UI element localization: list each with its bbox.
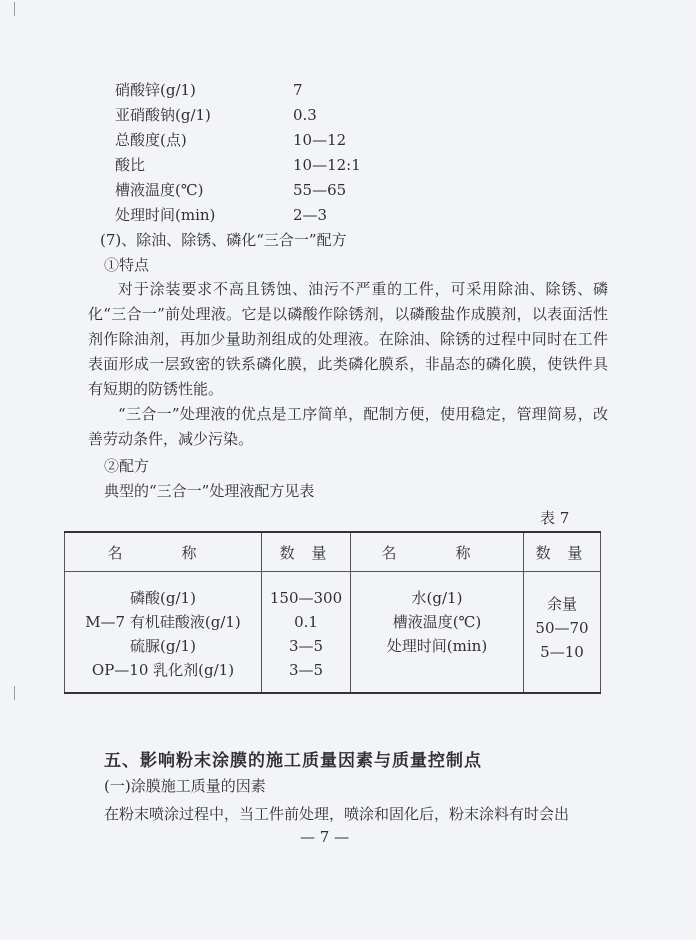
left-values-cell [262, 572, 351, 694]
table-row [65, 572, 601, 694]
scan-mark [14, 686, 15, 700]
body-text-line: 在粉末喷涂过程中，当工件前处理，喷涂和固化后，粉末涂料有时会出 [104, 805, 570, 823]
ingredient-quantity: 150—300 [269, 589, 343, 607]
table-number: 表 7 [540, 509, 570, 527]
ingredient-quantity: 3—5 [288, 661, 324, 679]
formula-intro: 典型的“三合一”处理液配方见表 [104, 482, 315, 500]
parameter-label: 酸比 [115, 156, 146, 174]
parameter-label: 硝酸锌(g/1) [115, 81, 196, 99]
parameter-value: 10—12 [293, 131, 347, 149]
parameter-label: 槽液温度(℃) [115, 181, 204, 199]
ingredient-quantity: 5—10 [540, 643, 584, 661]
parameter-value: 7 [293, 81, 303, 99]
parameter-value: 10—12:1 [293, 156, 361, 174]
ingredient-name: OP—10 乳化剂(g/1) [91, 661, 235, 679]
ingredient-quantity: 50—70 [535, 619, 589, 637]
ingredient-quantity: 0.1 [294, 613, 318, 631]
parameter-value: 55—65 [293, 181, 347, 199]
column-header-name: 名 称 [65, 532, 262, 572]
ingredient-quantity: 余量 [546, 595, 577, 613]
ingredient-name: 硫脲(g/1) [130, 637, 196, 655]
parameter-label: 总酸度(点) [115, 131, 187, 149]
column-header-quantity: 数 量 [524, 532, 601, 572]
right-names-cell [351, 572, 524, 694]
parameter-value: 0.3 [293, 106, 317, 124]
left-names-cell [65, 572, 262, 694]
scan-mark [14, 2, 15, 16]
parameter-value: 2—3 [293, 206, 328, 224]
ingredient-quantity: 3—5 [288, 637, 324, 655]
ingredient-name: M—7 有机硅酸液(g/1) [85, 613, 241, 631]
right-values-cell [524, 572, 601, 694]
parameter-label: 处理时间(min) [115, 206, 216, 224]
page-number: — 7 — [300, 828, 350, 846]
ingredient-name: 磷酸(g/1) [130, 589, 196, 607]
column-header-quantity: 数 量 [262, 532, 351, 572]
section-7-title: (7)、除油、除锈、磷化“三合一”配方 [100, 231, 347, 249]
ingredient-name: 水(g/1) [411, 589, 463, 607]
features-heading: ①特点 [104, 256, 150, 274]
formula-heading: ②配方 [104, 457, 150, 475]
features-paragraph-1: 对于涂装要求不高且锈蚀、油污不严重的工件，可采用除油、除锈、磷化“三合一”前处理液。它是以磷酸作除锈剂，以磷酸盐作成膜剂，以表面活性剂作除油剂，再加少量助剂组成的处理液。在除油、除锈的过程中同时在工件表面形成一层致密的铁系磷化膜，此类磷化膜系，非晶态的磷化膜，使铁件具有短期的防锈性能。 [88, 280, 608, 398]
features-paragraph-2: “三合一”处理液的优点是工序简单，配制方便，使用稳定，管理简易，改善劳动条件，减少污染。 [88, 405, 608, 448]
column-header-name: 名 称 [351, 532, 524, 572]
parameter-label: 亚硝酸钠(g/1) [115, 106, 211, 124]
section-5-subheading: (一)涂膜施工质量的因素 [104, 777, 266, 795]
section-5-heading: 五、影响粉末涂膜的施工质量因素与质量控制点 [104, 751, 482, 771]
formula-table [64, 531, 601, 694]
ingredient-name: 槽液温度(℃) [392, 613, 482, 631]
table-header-row [65, 532, 601, 572]
ingredient-name: 处理时间(min) [386, 637, 488, 655]
